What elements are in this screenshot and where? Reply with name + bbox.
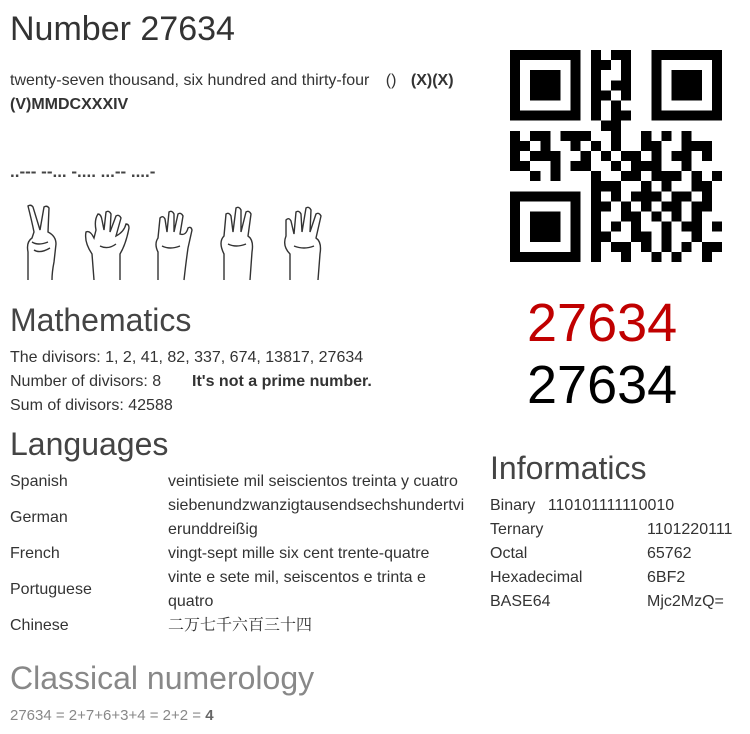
- number-wording-block: [10, 69, 470, 117]
- two-fingers-hand-icon: [18, 202, 68, 282]
- info-row-octal: [490, 542, 740, 566]
- info-label: Hexadecimal: [490, 569, 583, 586]
- info-label: Binary: [490, 497, 536, 514]
- divisors-list: The divisors: 1, 2, 41, 82, 337, 674, 13817, 27634: [10, 349, 364, 366]
- language-value: veintisiete mil seiscientos treinta y cuatro: [168, 473, 458, 490]
- roman-numeral: (X)(X)(V)MMDCXXXIV: [10, 72, 454, 113]
- four-fingers-hand-icon: [280, 202, 330, 282]
- info-row-base64: [490, 590, 740, 614]
- language-name: Portuguese: [10, 581, 92, 598]
- info-label: Ternary: [490, 521, 544, 538]
- language-value: siebenundzwanzigtausendsechshundertvierunddreißig: [168, 497, 465, 538]
- divisor-count: Number of divisors: 8: [10, 373, 162, 390]
- three-fingers-hand-icon: [214, 202, 264, 282]
- numerology-formula-block: [10, 706, 214, 726]
- numerology-heading: Classical numerology: [10, 660, 315, 696]
- number-display-black: 27634: [527, 355, 678, 415]
- language-name: German: [10, 509, 68, 526]
- mathematics-heading: Mathematics: [10, 302, 192, 338]
- numerology-result: 4: [205, 707, 214, 724]
- info-label: BASE64: [490, 593, 551, 610]
- language-row-chinese: [10, 614, 480, 638]
- language-name: Spanish: [10, 473, 68, 490]
- qr-code: [510, 50, 722, 262]
- page-title: Number 27634: [10, 10, 235, 48]
- language-row-french: [10, 542, 480, 566]
- language-value: vingt-sept mille six cent trente-quatre: [168, 545, 430, 562]
- language-name: French: [10, 545, 60, 562]
- language-value: vinte e sete mil, seiscentos e trinta e quatro: [168, 569, 426, 610]
- language-value: 二万七千六百三十四: [168, 617, 313, 634]
- informatics-heading: Informatics: [490, 450, 647, 486]
- number-wording: twenty-seven thousand, six hundred and thirty-four: [10, 72, 370, 89]
- info-value: 110101111110010: [547, 497, 675, 514]
- language-row-german: [10, 494, 480, 542]
- info-value: 1101220111: [647, 521, 733, 538]
- parens-note: (): [385, 72, 397, 89]
- divisor-sum: Sum of divisors: 42588: [10, 397, 173, 414]
- numerology-formula: 27634 = 2+7+6+3+4 = 2+2 =: [10, 707, 206, 724]
- language-row-portuguese: [10, 566, 480, 614]
- six-fingers-hand-icon: [148, 202, 198, 282]
- info-label: Octal: [490, 545, 528, 562]
- seven-fingers-hand-icon: [82, 202, 132, 282]
- info-row-hexadecimal: [490, 566, 740, 590]
- info-value: Mjc2MzQ=: [647, 593, 724, 610]
- language-row-spanish: [10, 470, 480, 494]
- prime-status: It's not a prime number.: [192, 373, 372, 390]
- info-value: 65762: [647, 545, 692, 562]
- morse-code: ..--- --... -.... ...-- ....-: [10, 162, 156, 181]
- info-row-binary: [490, 494, 674, 518]
- info-row-ternary: [490, 518, 740, 542]
- languages-heading: Languages: [10, 426, 169, 462]
- info-value: 6BF2: [647, 569, 686, 586]
- number-display-red: 27634: [527, 293, 678, 353]
- language-name: Chinese: [10, 617, 69, 634]
